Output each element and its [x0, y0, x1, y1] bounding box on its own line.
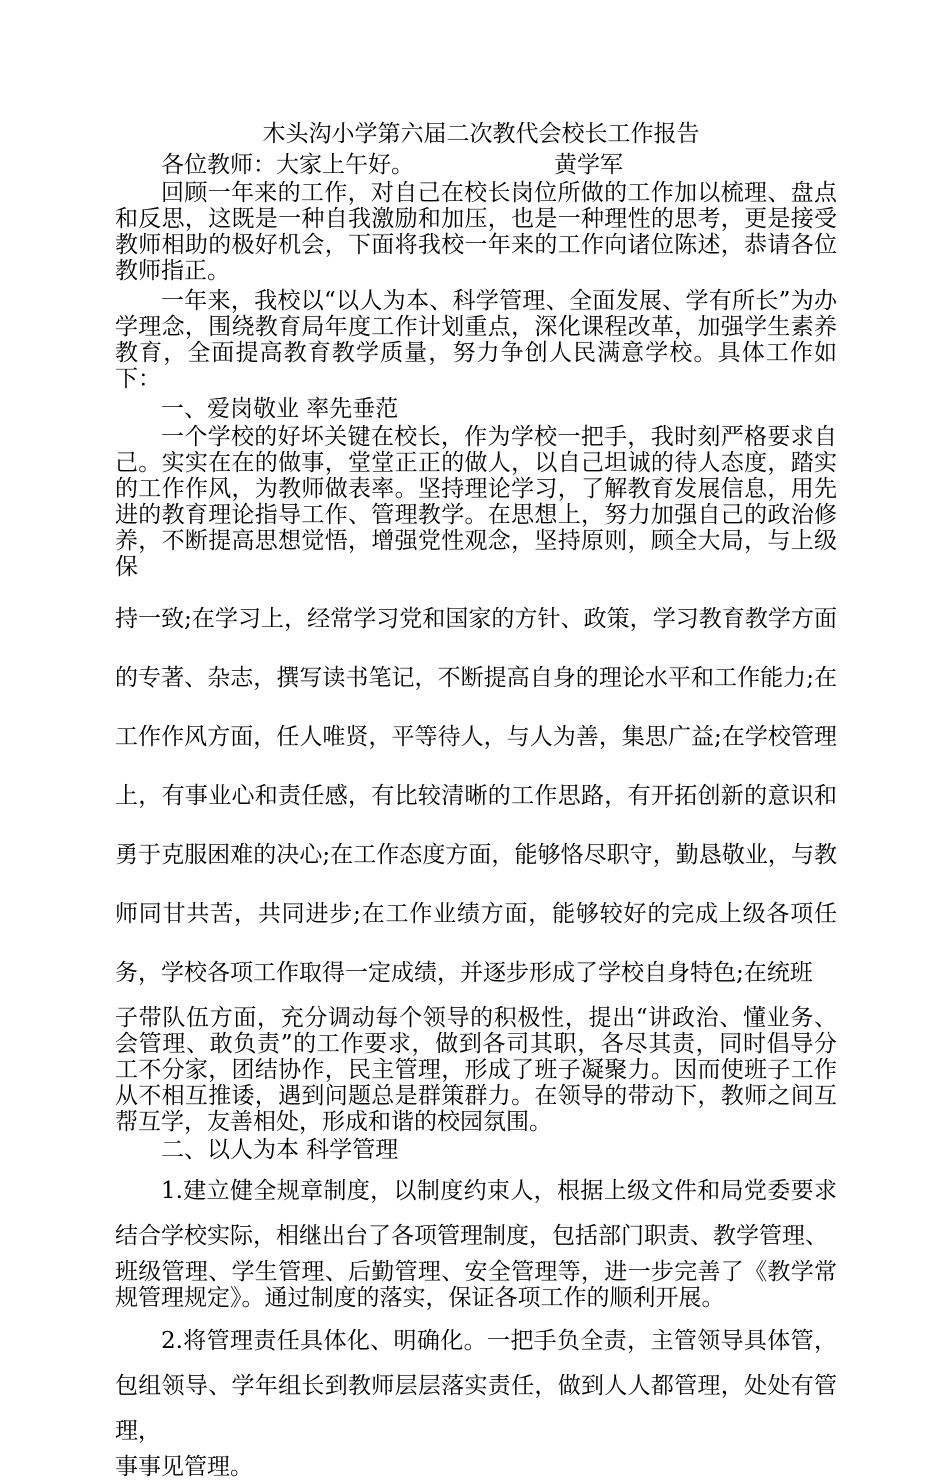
intro-paragraph-2: 一年来，我校以“以人为本、科学管理、全面发展、学有所长”为办学理念，围绕教育局年度工作计划重点，深化课程改革，加强学生素养教育，全面提高教育教学质量，努力争创人民满意学校。具体工作如下： — [115, 288, 837, 392]
section-1-paragraph-c: 子带队伍方面，充分调动每个领导的积极性，提出“讲政治、懂业务、会管理、敢负责”的工作要求，做到各司其职，各尽其责，同时倡导分工不分家，团结协作，民主管理，形成了班子凝聚力。因而使班子工作从不相互推诿，遇到问题总是群策群力。在领导的带动下，教师之间互帮互学，友善相处，形成和谐的校园氛围。 — [115, 1005, 837, 1135]
section-1-paragraph-a: 一个学校的好坏关键在校长，作为学校一把手，我时刻严格要求自己。实实在在的做事，堂堂正正的做人，以自己坦诚的待人态度，踏实的工作作风，为教师做表率。坚持理论学习，了解教育发展信息，用先进的教育理论指导工作、管理教学。在思想上，努力加强自己的政治修养，不断提高思想觉悟，增强党性观念，坚持原则，顾全大局，与上级保 — [115, 424, 837, 580]
document-title: 木头沟小学第六届二次教代会校长工作报告 — [262, 121, 700, 147]
greeting: 各位教师：大家上午好。 — [161, 152, 414, 178]
item-2-paragraph-b: 事事见管理。 — [115, 1454, 253, 1480]
section-1-heading: 一、爱岗敬业 率先垂范 — [161, 396, 399, 422]
greeting-line — [115, 150, 837, 180]
author-name: 黄学军 — [554, 152, 623, 178]
intro-paragraph-1: 回顾一年来的工作，对自己在校长岗位所做的工作加以梳理、盘点和反思，这既是一种自我激励和加压，也是一种理性的思考，更是接受教师相助的极好机会，下面将我校一年来的工作向诸位陈述，恭请各位教师指正。 — [115, 180, 837, 284]
section-2-heading: 二、以人为本 科学管理 — [161, 1137, 399, 1163]
item-1-paragraph-a: 1.建立健全规章制度，以制度约束人，根据上级文件和局党委要求结合学校实际，相继出台了各项管理制度，包括部门职责、教学管理、 — [115, 1178, 837, 1249]
section-1-paragraph-b: 持一致;在学习上，经常学习党和国家的方针、政策，学习教育教学方面的专著、杂志，撰写读书笔记，不断提高自身的理论水平和工作能力;在工作作风方面，任人唯贤，平等待人，与人为善，集思广益;在学校管理上，有事业心和责任感，有比较清晰的工作思路，有开拓创新的意识和勇于克服困难的决心;在工作态度方面，能够恪尽职守，勤恳敬业，与教师同甘共苦，共同进步;在工作业绩方面，能够较好的完成上级各项任务，学校各项工作取得一定成绩，并逐步形成了学校自身特色;在统班 — [115, 606, 837, 986]
item-2-paragraph-a: 2.将管理责任具体化、明确化。一把手负全责，主管领导具体管，包组领导、学年组长到教师层层落实责任，做到人人都管理，处处有管理， — [115, 1328, 837, 1444]
item-1-paragraph-b: 班级管理、学生管理、后勤管理、安全管理等，进一步完善了《教学常规管理规定》。通过制度的落实，保证各项工作的顺利开展。 — [115, 1259, 837, 1311]
document-page — [115, 118, 837, 1480]
